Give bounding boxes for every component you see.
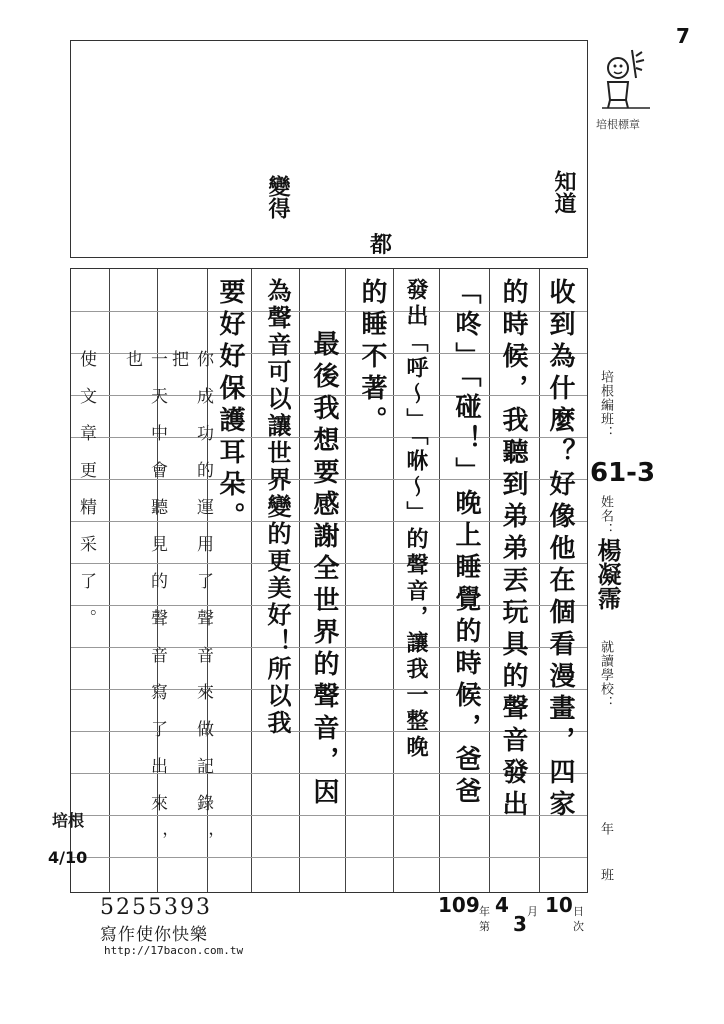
comment-note-2: 都 xyxy=(370,233,393,258)
year-label: 年 xyxy=(598,822,613,836)
seq-value: 3 xyxy=(513,912,527,936)
class-unit-label: 班 xyxy=(598,868,613,882)
footer-url: http://17bacon.com.tw xyxy=(104,944,244,957)
date-day: 10 xyxy=(545,893,573,917)
corner-page-mark: 7 xyxy=(676,24,690,48)
essay-column-6: 最後我想要感謝全世界的聲音，因 xyxy=(309,330,339,810)
comment-note-3: 知道 xyxy=(551,170,576,214)
mascot-stamp-icon xyxy=(596,42,656,112)
teacher-comment-box xyxy=(70,40,588,258)
footer-slogan: 寫作使你快樂 xyxy=(100,925,208,945)
essay-column-2: 的時候，我聽到弟弟丟玩具的聲音發出 xyxy=(498,278,528,822)
date-month: 4 xyxy=(495,893,509,917)
peigen-fraction: 4/10 xyxy=(48,848,88,867)
teacher-comment-column-2: 一天中會聽見的聲音寫了出來，也 xyxy=(122,350,167,868)
stamp-label: 培根標章 xyxy=(596,118,640,131)
footer-code: 5255393 xyxy=(100,895,212,920)
essay-column-7: 為聲音可以讓世界變的更美好！所以我 xyxy=(263,278,291,737)
date-year: 109 xyxy=(438,893,480,917)
teacher-comment-column-1: 你成功的運用了聲音來做記錄，把 xyxy=(168,350,213,868)
peigen-mark: 培根 xyxy=(52,811,85,830)
name-label: 姓名： xyxy=(598,495,613,537)
seq-unit: 次 xyxy=(573,920,584,933)
teacher-comment-column-3: 使文章更精采了。 xyxy=(76,350,96,646)
name-value: 楊凝霈 xyxy=(593,538,621,610)
date-day-label: 日 xyxy=(573,905,584,918)
school-label: 就讀學校： xyxy=(598,640,613,710)
essay-column-5: 的睡不著。 xyxy=(357,278,387,438)
date-month-label: 月 xyxy=(527,905,538,918)
class-label: 培根編班： xyxy=(598,370,613,440)
essay-column-3: 「咚」「碰！」晚上睡覺的時候，爸爸 xyxy=(451,278,481,809)
essay-column-4: 發出「呼～」「咻～」的聲音，讓我一整晚 xyxy=(403,278,428,761)
essay-column-8: 要好好保護耳朵。 xyxy=(215,278,245,534)
class-value: 61-3 xyxy=(590,458,656,488)
date-year-label: 年 xyxy=(479,905,490,918)
seq-label: 第 xyxy=(479,920,490,933)
comment-note-1: 變得 xyxy=(265,175,290,219)
essay-column-1: 收到為什麼？好像他在個看漫畫，四家 xyxy=(545,278,575,822)
